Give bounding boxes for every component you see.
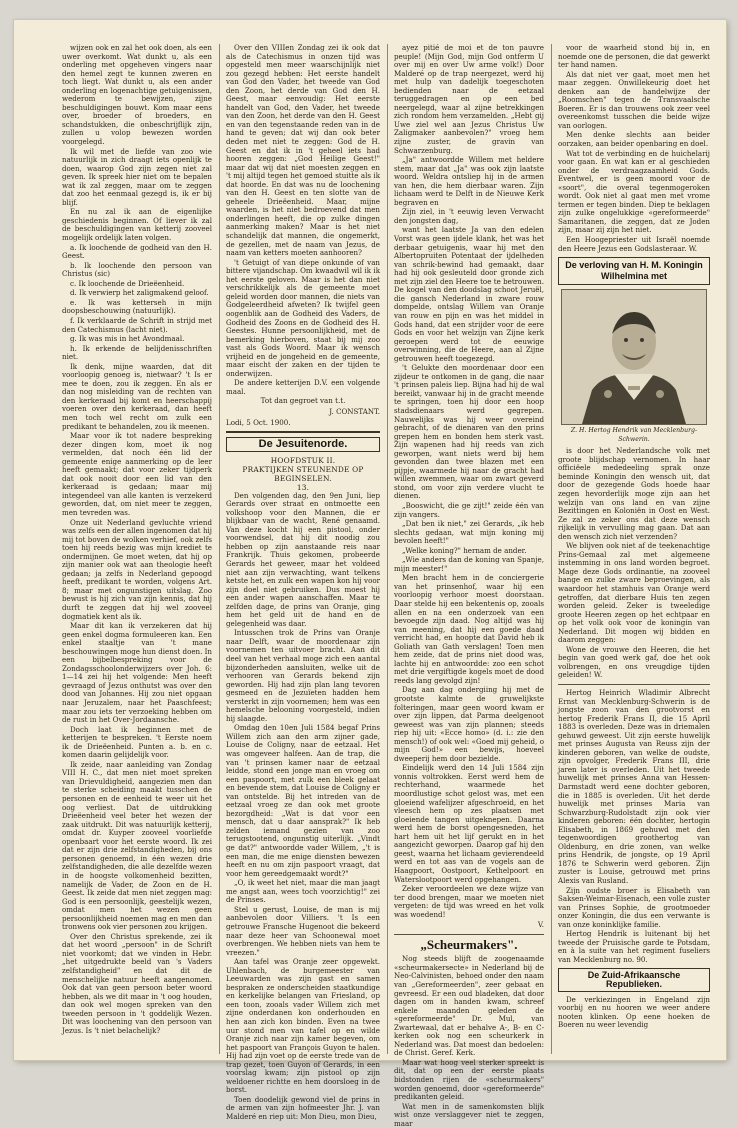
- paragraph: is door het Nederlandsche volk met groote blijdschap vernomen. In haar officiëele mededeeling sprak onze beminde Koningin den wensch uit, dat door de gezegende Gods hoede haar zegen hevorderlijk moge zijn aan het welzijn van ons land en van zijne Bezittingen en Koloniën in Oost en West. Ze zal ze zeker ons dat deze wensch rijkelijk in vervulling mag gaan. Dat aan den wensch zich niet verzenden?: [558, 446, 710, 541]
- author-signature: J. CONSTANT.: [329, 406, 380, 416]
- paragraph: Hertog Heinrich Wladimir Albrecht Ernst van Mecklenburg-Schwerin is de jongste zoon van den grootvorst en hertog Frederik Frans II, die 15 April 1883 is overleden. Deze was in driemalen gehuwd geweest. Uit zijn eerste huwelijk met prinses Augusta van Reuss zijn der kinderen geboren, van welke de oudste, zijn opvolger, Frederik Frans III, drie jaren later is overleden. Uit het tweede huwelijk met prinses Anna van Hessen-Darmstadt werd eene dochter geboren, die in 1885 is overleden. Uit het derde huwelijk met prinses Maria van Schwarzburg-Rudolstadt zijn ook vier kinderen geboren: één dochter, hertogin Elisabeth, in 1869 gehuwd met den tegenwoordigen groothertog van Oldenburg, en drie zonen, van welke prins Hendrik, de jongste, op 19 April 1876 te Schwerin werd geboren. Zijn zuster is Louise, getrouwd met prins Alexis van Rusland.: [558, 687, 710, 886]
- paragraph: „Wie anders dan de koning van Spanje, mijn meester!": [394, 555, 544, 573]
- column-rule: [551, 44, 552, 1054]
- portrait-caption: Z. H. Hertog Hendrik van Mecklenburg-Schwerin.: [570, 427, 698, 443]
- section-divider: [226, 431, 380, 433]
- paragraph: d. Ik verwierp het zaligmakend geloof.: [70, 288, 209, 298]
- paragraph: g. Ik was mis in het Avondmaal.: [70, 334, 185, 344]
- paragraph: Omdag den 10en Juli 1584 begaf Prins Willem zich aan den arm zijner gade, Louise de Coligny, naar de eetzaal. Het was omgeveer halfeen. Aan de trap, die van 't prinsen kamer naar de eetzaal leidde, stond een jonge man en vroeg om een paspoort, met zulk een bleek gelaat en bevende stem, dat Louise de Coligny er van ontstelde. Bij het intreden van de eetzaal vroeg ze dan ook met groote bezorgdheid: „Wat is dat voor een mensch, dat u daar aansprak?" Ik heb zelden iemand gezien van zoo terugstootend, ongunstig uiterlijk. „Vindt ge dat?" antwoordde vader Willem, „'t is een man, die me enige diensten bewezen heeft en nu om zijn paspoort vraagt, dat voor hem gereedgemaakt wordt?": [226, 723, 380, 878]
- paragraph: Als dat niet ver gaat, moet men het maar zeggen. Onwillekeurig doet het denken aan de handelwijze der „Roomschen" tegen de Transvaalsche Boeren. Er is dan trouwens ook zeer veel overeenkomst tusschen die beide wijze van oorlogen.: [558, 69, 710, 130]
- paragraph: Eindelijk werd den 14 Juli 1584 zijn vonnis voltrokken. Eerst werd hem de rechterhand, waarmede het moordlustige schot gelost was, met een gloeiend wafelijzer afgeschroeid, en het vleesch hem op zes plaatsen met gloeiende tangen uitgeknepen. Daarna werd hem de borst opengesneden, het hart hem uit het lijf gerukt en in het aangezicht geworpen. Daarop gaf hij den geest, waarna het lichaam gevierendeeld werd en tot aas van de vogels aan de Haagpoort, Oostpoort, Kethelpoort en Waterslootpoort werd opgehangen.: [394, 763, 544, 884]
- paragraph: Zijn oudste broer is Elisabeth van Saksen-Weimar-Eisenach, een volle zuster van Prinses Sophie, de grootmoeder onzer Koningin, die dus een verwante is van onze koninklijke familie.: [558, 885, 710, 929]
- column-4-body-bio: [558, 689, 710, 965]
- column-4-body: [558, 44, 710, 253]
- paragraph: Zeker veroordeelen we deze wijze van ter dood brengen, maar we moeten niet vergeten: de tijd was wreed en het volk was woedend!: [394, 884, 544, 919]
- newspaper-page: [14, 20, 726, 1128]
- paragraph: Maar voor ik tot nadere bespreking dezer dingen kom, moet ik nog vermelden, dat noch één lid der gemeente enige aanmerking op de leer heeft gemaakt; dat voor zeker tijdperk dat ook nooit door een lid van den kerkeraad is gedaan; maar mij integendeel van alle kanten is verzekerd geworden, dat, om niet meer te zeggen, men tevreden was.: [62, 431, 212, 517]
- paragraph: Zijn ziel, in 't eeuwig leven Verwacht den jongsten dag,: [394, 207, 544, 225]
- paragraph: Ik denk, mijne waarden, dat dit voorloopig genoeg is, nietwaar? 't Is er mee te doen, zou ik zeggen. En als er dan nog misleiding van de rechten van den kerkeraad bij komt en heerschappij voeren over den kerkeraad, dan heeft men toch wel recht om zulk een predikant te behandelen, zou ik meenen.: [62, 361, 212, 431]
- chapter-label: HOOFDSTUK II.: [270, 455, 336, 465]
- column-2-body: [226, 44, 380, 396]
- paragraph: Nog steeds blijft de zoogenaamde «scheurmakersecte» in Nederland bij de Neo-Calvinisten, behoed onder den naam van „Gereformeerden", zeer gebaat en gevreesd. Er een oud bladeken, dat door dagen om in handen kwam, schreef enkele maanden geleden de «gereformeerde" Dr. Mul, van Zwartewaal, dat er behalve A-, B- en C-kerken ook nog een scheurkerk in Nederland was. Dat moest dan bedoelen: de Christ. Geref. Kerk.: [394, 954, 544, 1058]
- paragraph: „O, ik weet het niet, maar die man jaagt me angst aan, wees toch voorzichtig!" zei de Prinses.: [226, 878, 380, 905]
- dateline: Lodi, 5 Oct. 1900.: [226, 417, 291, 427]
- paragraph: De andere ketterijen D.V. een volgende maal.: [226, 378, 380, 396]
- column-4-body-end: [558, 996, 710, 1030]
- paragraph: Maar dit kan ik verzekeren dat hij geen enkel dogma formuleeren kan. Een enkel staaltje van 't mane beschouwingen moge hun dienst doen. In een bijbelbespreking voor de Zondagsschoolonderwijzers over Joh. 6: 1—14 zei hij het volgende: Men heeft gevraagd of Jezus onthutst was over den dood van Johannes. Hij zou niet opgaan naar Jeruzalem, naar het Paaschfeest; maar zou iets ter verzoeking hebben om de rust in het Over-Jordaansche.: [62, 621, 212, 725]
- paragraph: Over den VIIIen Zondag zei ik ook dat als de Catechismus in onzen tijd was opgesteld men meer waarschijnlijk niet zou gezegd hebben: Het eerste handelt van God den Vader, het tweede van God den Zoon, het derde van God den H. Geest, maar eenvoudig: Het eerste handelt van God, den Vader, het tweede van den Zoon, het derde van den H. Geest en van den tegenstaande reden van in de hand te geven; dat wij dan ook beter deden met niet te zeggen: God de H. Geest en dat ik in 't geheel iets had hooren zeggen: „God Heilige Geest!" maar dat wij dat niet moesten zeggen en 't mij altijd tegen het gemoed stuitte als ik dat hoorde. En dat was nu de loochening van den H. Geest en ten slotte van de geheele Drieëenheid. Maar, mijne waarden, is het niet bedroevend dat men onderlingen heeft, die op zulke dingen aanmerking maken? Maar is het niet schandelijk dat mannen, die ongemerkt, de gezellen, met de naam van Jezus, de naam van ketters moeten aanhooren?: [226, 43, 380, 258]
- paragraph: h. Ik erkende de belijdenisschriften niet.: [62, 343, 212, 362]
- section-title: De Jesuitenorde.: [226, 437, 380, 452]
- article-title: „Scheurmakers".: [420, 936, 518, 952]
- paragraph: „Dat ben ik niet," zei Gerards, „ik heb slechts gedaan, wat mijn koning mij bevolen heeft!": [394, 519, 544, 546]
- paragraph: 't Getuigt of van diepe onkunde of van bittere vijandschap. Om kwaadwil wil ik ik het eerste geloven. Maar is het dan niet verschrikkelijk als de gemeente moet geleid worden door mannen, die niets van Godgeleerdheid afweten? Ik twijfel geen oogenblik aan de Godheid des Vaders, de Godheid des Zoons en de Godheid des H. Geestes. Hunne persoonlijkheid, met de bemerking hierboven, staat bij mij zoo vast als Gods Woord. Maar ik wensch vrijheid en de jongeheid en de gemeente, maar eischt der zaken en der tijden te onderwijzen.: [226, 257, 380, 378]
- paragraph: Toen doodelijk gewond viel de prins in de armen van zijn hofmeester Jhr. J. van Malderé en riep uit: Mon Dieu, mon Dieu,: [226, 1094, 380, 1121]
- paragraph: Intusschen trok de Prins van Oranje naar Delft, waar de moordenaar zijn voornemen ten uitvoer bracht. Aan dit deel van het verhaal moge zich een aantal bijzonderheden aansluiten, welke uit de verhooren van Gerards bekend zijn geworden. Hij had zijn plan lang tevoren gesmeed en de Jezuïeten hadden hem versterkt in zijn voornemen; hem was een hemelsche belooning voorgesteld, indien hij slaagde.: [226, 628, 380, 723]
- section-divider: [558, 684, 710, 685]
- paragraph: Onze uit Nederland gevluchte vriend was zelfs een der allen ingenomen dat hij mij tot boven de wolken verhief, ook zelfs toen hij reeds bezig was mijn krediet te ondermijnen. Ge moet weten, dat hij op zijn manier ook wat aan theologie heeft gedaan; ja zelfs in Nederland gepoogd heeft, predikant te worden, volgens Art. 8; maar met ongunstigen uitslag. Zoo bewust is hij zich van zijn kennis, dat hij durft te zeggen dat hij wel zooveel dogmatiek kent als ik.: [62, 517, 212, 621]
- paragraph: Maar wat hoog veel sterker spreekt is dit, dat op een der eerste plaats bidstonden rijen de «scheurmakers" worden genoemd, door «gereformeerde" predikanten geleid.: [394, 1057, 544, 1102]
- paragraph: We blijven ook niet af de teekenachtige Prins-Gemaal zal met algemeene instemming in ons land worden begroet. Mage deze Gods ordinantie, na zooveel bange en zulke zware beproevingen, als waardoor het stamhuis van Oranje werd getroffen, dat dierbare Huis ten zegen worden geleid. Zeker is tweeledige groote Heeren zegen op het echtpaar en op het volk ook voor de koningin van Nederland. Dit mogen wij bidden en daarom zeggen:: [558, 541, 710, 645]
- paragraph: Wat tot de verbinding en de huichelarij voor gaan. En wat kan er al geschieden onder de verdraagzaamheid Gods. Eventwel, er is geen moord voor de «soort", die overal tegenmogeroken wordt. Ook niet al gaat men met vrome termen er tegen binden. Diep te beklagen zijn zulke ongelukkige «gereformeerde" Samaritanen, die zeggen, dat ze Joden zijn, maar zij zijn het niet.: [558, 148, 710, 235]
- column-3-body: [394, 44, 544, 919]
- paragraph: want het laatste Ja van den edelen Vorst was geen ijdele klank, het was het derbaar getuigenis, waar hij met den Albertopruiten Potentaat der ijdelheden van schrik-bewind had gemaakt, daar had hij ook gesleuteld door gronde zich met zijn ziel den Heere toe te betrouwen. De kogel van den doodslag schoot Jeruël, die gansch Nederland in zware rouw dompelde, ontslag Willem van Oranje van rouw en pijn en was het middel in Gods hand, dat een strijder voor de eere Gods en voor het welzijn van Zijne kerk geroepen werd tot de eeuwige overwinning, die de Heere, aan al Zijne getrouwen heeft toegezegd.: [394, 225, 544, 363]
- article-signoff: V.: [537, 920, 544, 930]
- paragraph: Dag aan dag ondergiing hij met de grootste kalmte de gruwelijkste folteringen, maar geen woord kwam er over zijn lippen, dat Parma deelgenoot geweest was van zijn plannen; steeds riep hij uit: «Ecce homo» (d. i.: zie den mensch!) of ook wel: «Goed mij geheid, o mijn God!» een bewijs, hoeveel dweeperij hem door bezielde.: [394, 685, 544, 763]
- paragraph: voor de waarheid stond bij in, en noemde one de personen, die dat gewerkt ter hand namen.: [558, 43, 710, 70]
- column-2: [226, 43, 380, 1121]
- paragraph: Ik wil met de liefde van zoo wie natuurlijk in zich draagt iets openlijk te doen, waarop God zijn zegen niet zal geven. Ik spreek hier niet om te bepalen wat ik zal zeggen, maar om te zeggen dat zoo het eenmaal gezegd is, ik er bij blijf.: [62, 146, 212, 207]
- column-2-body-continued: [226, 492, 380, 1122]
- paragraph: Wone de vrouwe den Heeren, die het begin van goed werk gaf, doe het ook volbrengen, en ons vreugdige tijden geleiden! W.: [558, 644, 710, 680]
- paragraph: Wat men in de samenkomsten blijk wist onze verslaggever niet te zeggen, maar: [394, 1101, 544, 1128]
- column-4: [558, 44, 710, 1054]
- closing-greeting: Tot dan gegroet van t.t.: [260, 396, 346, 406]
- engagement-title: De verloving van H. M. Koningin Wilhelmina met: [558, 257, 710, 285]
- paragraph: Aan tafel was Oranje zeer opgewekt. Uhlenbach, de burgemeester van Leeuwarden was zijn gast en samen bespraken ze onderscheiden staatkundige en kerkelijke belangen van Friesland, op een toon, zooals vader Willem zich met zijne onderdanen kon onderhouden en hen aan zich kon binden. Even na twee uur stond men van tafel op en wilde Oranje zich naar zijn kamer begeven, om het paspoort van François Guyon te halen. Hij had zijn voet op de eerste trede van de trap gezet, toen Guyon of Gerards, in een voorslag kwam; zijn pistool op zijn weldoener richtte en hem doorsloeg in de borst.: [226, 957, 380, 1095]
- paragraph: a. Ik loochende de godheid van den H. Geest.: [62, 242, 212, 261]
- paragraph: b. Ik loochende den persoon van Christus (sic): [62, 260, 212, 279]
- paragraph: e. Ik was ketterseh in mijn doopsbeschouwing (natuurlijk).: [62, 297, 212, 316]
- paragraph: Een Hoogepriester uit Israël noemde den Heere Jezus een Godslasteraar. W.: [558, 235, 710, 253]
- column-3-body-continued: [394, 955, 544, 1128]
- column-1-body: [62, 44, 212, 1035]
- column-rule: [387, 44, 388, 1054]
- paragraph: Doch laat ik beginnen met de ketterijen te bespreken. 't Eerste noem ik de Drieëenheid. Punten a. b. en c. komen daarin gelijdelijk voor.: [62, 724, 212, 760]
- section-divider: [394, 934, 544, 935]
- chapter-subtitle: PRAKTIJKEN STEUNENDE OP BEGINSELEN.: [242, 464, 364, 483]
- paragraph: ayez pitié de moi et de ton pauvre peuple! (Mijn God, mijn God ontferm U over mij en over Uw arme volk!) Door Malderé op de trap neergezet, werd hij met hulp van dadelijk toegeschoten bedienden naar de eetzaal teruggedragen en op een bed neergelegd, waar al zijne betrekkingen zich rondom hem verzamelden. „Hebt gij Uwe ziel wel aan Jezus Christus Uw Zaligmaker aanbevolen?" vroeg hem zijne zuster, de gravin van Schwarzenburg.: [394, 43, 544, 155]
- paragraph: c. Ik loochende de Drieëenheid.: [70, 278, 185, 288]
- portrait-engraving-icon: [561, 289, 707, 425]
- paragraph: „Ja" antwoordde Willem met heldere stem, maar dat „Ja" was ook zijn laatste woord. Weldra ontsliep hij in de armen van hen, die hem dierbaar waren. Zijn lichaam werd te Delft in de Nieuwe Kerk begraven en: [394, 155, 544, 207]
- paragraph: Den volgenden dag, den 9en Juni, liep Gerards over straat en ontmoette een volkshoop voor den Mannen, die er blijkbaar van de wacht, René genaamd. Van deze kocht hij een pistool, onder voorwendsel, dat hij dit noodig zou hebben op zijn aanstaande reis naar Frankrijk. Thuis gekomen, probeerde Gerards het geweer, maar het voldeed niet aan zijn verwachting, want telkens ketste het, en zulk een wapen kon hij voor zijn doel niet gebruiken. Dus moest hij een ander wapen aanschaffen. Maar te zelfden dage, de prins van Oranje, ging hem het geld uit de hand en de gelegenheid was daar.: [226, 490, 380, 628]
- paragraph: 't Gelukte den moordenaar door een zijdeur te ontkomen in de gang, die naar 't prinsen paleis liep. Bijna had hij de wal bereikt, vanwaar hij in de gracht meende te springen, toen hij door een hoop stadsdienaars werd gegrepen. Nauwelijks was hij weer overeind gebracht, of de dienaren van den prins grepen hem en bonden hem sterk vast. Zijn wapenen had hij reeds van zich geworpen, want niets werd bij hem gevonden dan twee blazen met een pijpje, waarmede hij naar de gracht had willen zwemmen, waar om zwart geverd stond, om voor zijn verdere vlucht te dienen.: [394, 363, 544, 501]
- paragraph: „Welke koning?" hernam de ander.: [402, 545, 527, 555]
- paragraph: Men denke slechts aan beider oorzaken, aan beider openbaring en doel.: [558, 130, 710, 149]
- paragraph: De verkiezingen in Engeland zijn voorbij en nu hooren we weer andere nooten klinken. Op eene hoeken de Boeren nu weer levendig: [558, 994, 710, 1030]
- paragraph: Men bracht hem in de conciergerie van het prinsenhof, waar hij een voorloopig verhoor moest doorstaan. Daar stelde hij een bekentenis op, zooals allen en na een onderzoek van een bevoegde zijn daad. Nog altijd was hij van meening, dat hij een goede daad verricht had, en hoopte dat David heb ik Goliath van Gath verslagen! Toen men hem zeide, dat de prins niet dood was, lachte hij en antwoordde: zoo een schot met drie vergiftigde kogels moet de dood reeds lang gevolgd zijn!: [394, 573, 544, 685]
- paragraph: „Booswicht, die ge zijt!" zeide één van zijn vangers.: [394, 500, 544, 519]
- paragraph: En nu zal ik aan de eigenlijke geschiedenis beginnen. Of liever ik zal de beschuldigingen van ketterij zooveel mogelijk ordelijk laten volgen.: [62, 207, 212, 243]
- republics-title: De Zuid-Afrikaansche Republieken.: [558, 968, 710, 991]
- column-rule: [219, 44, 220, 1054]
- column-3: [394, 43, 544, 1128]
- installment-number: 13.: [296, 482, 310, 492]
- paragraph: Stel u gerust, Louise, de man is mij aanbevolen door Villiers. 't Is een getrouwe Fransche Hugenoot die bekeerd naar deze heer van Schoonewal moet overbrengen. We hebben niets van hem te vreezen.": [226, 904, 380, 957]
- paragraph: wijzen ook en zal het ook doen, als een uwer overkomt. Wat dunkt u, als een onderling met opgeheven vingers naar den hemel zegt te kunnen zweren en toch liegt. Wat dunkt u, als een ander onderling en logenachtige getuigenissen, wederom te bewijzen, zijne beschuldigingen bouwt. Kom maar eens over, broeder of broeders, en schandstukken, die onbeschrijflijk zijn, zullen u volop bewezen worden voorgelegd.: [62, 43, 212, 147]
- column-1: [62, 44, 212, 1054]
- paragraph: f. Ik verklaarde de Schrift in strijd met den Catechismus (lacht niet).: [62, 315, 212, 334]
- column-4-body-continued: [558, 447, 710, 680]
- paragraph: Ik zeide, naar aanleiding van Zondag VIII H. C., dat men niet moet spreken van Drievuldigheid, aangezien men dan te sterke scheiding maakt tusschen de personen en de eenheid te weer uit het oog verliest. Dat de uitdrukking Drieëenheid veel beter het wezen der zaak uitdrukt. Dit was natuurlijk ketterij, omdat dr. Kuyper zooveel voorliefde openbaart voor het eerste woord. Ik zei dat er zijn drie zelfstandigheden, bij ons personen genoemd, in één wezen drie zelfstandigheden, die alle dezelfde wezen in de hoogste volkomenheid bezitten, namelijk de Vader, de Zoon en de H. Geest. Ik zeide dat men niet zeggen mag: God is een persoonlijk, geestelijk wezen, omdat men het wezen geen persoonlijkheid noemen mag en men dan tronwens ook vier personen zou krijgen.: [62, 759, 212, 932]
- paragraph: Hertog Hendrik is luitenant bij het tweede der Pruisische garde te Potsdam, en à la suite van het regiment fuseliers van Mecklenburg no. 90.: [558, 929, 710, 964]
- paragraph: Over den Christus sprekende, zei ik dat het woord „persoon" in de Schrift niet voorkomt; dat we vinden in Hebr. „het uitgedrukte beeld van 's Vaders zelfstandigheid" en dat dit de menschelijke natuur heeft aangenomen. Ook dat van geen persoon beter woord hebben, als we dit maar in 't oog houden, dan ook wel mogen spreken van den tweeden persoon in 't goddelijk Wezen. Dit was loochening van den persoon van Jezus. Is 't niet belachelijk?: [62, 931, 212, 1035]
